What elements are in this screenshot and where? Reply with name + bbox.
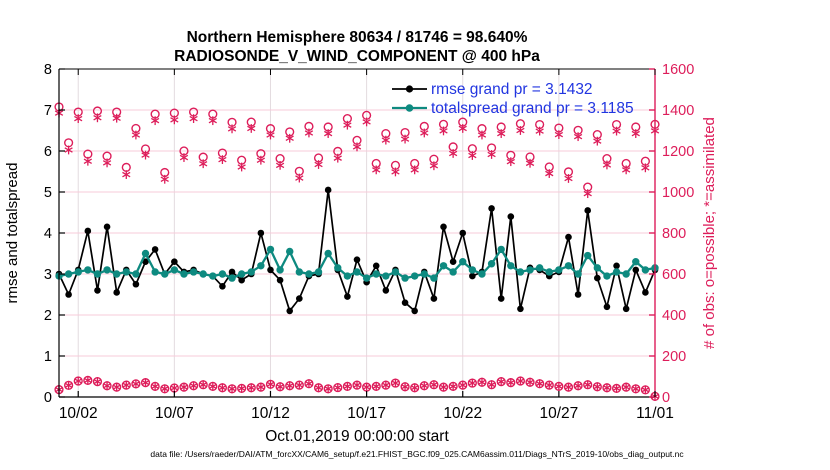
totalspread-marker [315, 268, 322, 275]
totalspread-marker [190, 268, 197, 275]
rmse-line [59, 190, 655, 311]
totalspread-marker [94, 270, 101, 277]
tick-label-date: 11/01 [636, 405, 674, 422]
legend-marker-totalspread [406, 104, 414, 112]
rmse-marker [133, 281, 140, 288]
totalspread-marker [411, 272, 418, 279]
totalspread-marker [267, 246, 274, 253]
totalspread-marker [65, 270, 72, 277]
rmse-marker [85, 228, 92, 235]
totalspread-marker [622, 270, 629, 277]
rmse-marker [296, 295, 303, 302]
tick-label-left: 5 [43, 185, 52, 201]
totalspread-marker [603, 272, 610, 279]
rmse-marker [623, 306, 630, 313]
rmse-marker [344, 293, 351, 300]
rmse-marker [604, 304, 611, 311]
rmse-marker [517, 306, 524, 313]
rmse-marker [104, 224, 111, 231]
totalspread-marker [632, 258, 639, 265]
tick-label-left: 8 [43, 62, 52, 78]
rmse-marker [402, 299, 409, 306]
rmse-marker [171, 258, 178, 265]
totalspread-marker [199, 270, 206, 277]
tick-label-date: 10/27 [539, 405, 579, 422]
tick-label-date: 10/22 [443, 405, 483, 422]
rmse-marker [267, 267, 274, 274]
totalspread-marker [594, 264, 601, 271]
totalspread-marker [401, 274, 408, 281]
totalspread-marker [248, 268, 255, 275]
rmse-marker [286, 308, 293, 315]
rmse-marker [498, 295, 505, 302]
totalspread-marker [497, 246, 504, 253]
rmse-marker [277, 277, 284, 284]
tick-label-right: 1600 [662, 62, 695, 78]
totalspread-marker [517, 268, 524, 275]
tick-label-left: 4 [43, 226, 52, 242]
assimilated-asterisk-marker [122, 170, 130, 179]
totalspread-marker [363, 274, 370, 281]
rmse-marker [373, 263, 380, 270]
totalspread-marker [161, 270, 168, 277]
rmse-marker [632, 267, 639, 274]
rmse-marker [613, 263, 620, 270]
tick-label-right: 1000 [662, 185, 695, 201]
rmse-marker [431, 295, 438, 302]
rmse-marker [459, 230, 466, 237]
rmse-marker [152, 246, 159, 253]
rmse-marker [65, 291, 72, 298]
totalspread-marker [132, 270, 139, 277]
rmse-marker [325, 187, 332, 194]
legend-swatch-totalspread [392, 104, 427, 112]
totalspread-marker [276, 266, 283, 273]
totalspread-marker [488, 260, 495, 267]
totalspread-marker [382, 272, 389, 279]
totalspread-marker [613, 268, 620, 275]
legend-marker-rmse [406, 85, 413, 92]
totalspread-marker [344, 272, 351, 279]
totalspread-marker [257, 262, 264, 269]
totalspread-marker [478, 270, 485, 277]
totalspread-marker [353, 268, 360, 275]
tick-label-left: 7 [43, 103, 52, 119]
totalspread-marker [565, 262, 572, 269]
totalspread-marker [142, 250, 149, 257]
tick-label-right: 1400 [662, 103, 695, 119]
tick-label-date: 10/02 [58, 405, 98, 422]
possible-circle-marker [122, 164, 130, 172]
totalspread-marker [507, 262, 514, 269]
tick-label-right: 800 [662, 226, 687, 242]
rmse-marker [508, 213, 515, 220]
tick-label-date: 10/12 [251, 405, 290, 422]
totalspread-marker [305, 270, 312, 277]
tick-label-left: 0 [43, 390, 52, 406]
totalspread-marker [113, 270, 120, 277]
tick-label-left: 1 [43, 349, 52, 365]
rmse-marker [219, 283, 226, 290]
legend [392, 81, 634, 117]
totalspread-marker [440, 262, 447, 269]
rmse-marker [450, 258, 457, 265]
grid-layer [59, 69, 655, 397]
rmse-marker [440, 224, 447, 231]
rmse-marker [258, 230, 265, 237]
rmse-marker [238, 277, 245, 284]
legend-swatch-rmse [392, 85, 427, 92]
tick-label-date: 10/17 [347, 405, 387, 422]
totalspread-marker [238, 270, 245, 277]
tick-label-left: 2 [43, 308, 52, 324]
totalspread-marker [296, 268, 303, 275]
rmse-marker [411, 308, 418, 315]
y-axis-label-right: # of obs: o=possible; *=assimilated [701, 117, 718, 349]
totalspread-marker [209, 272, 216, 279]
rmse-marker [383, 287, 390, 294]
chart-title: Northern Hemisphere 80634 / 81746 = 98.640% [186, 29, 528, 46]
rmse-marker [584, 207, 591, 214]
totalspread-marker [555, 266, 562, 273]
tick-label-right: 1200 [662, 144, 695, 160]
totalspread-marker [584, 252, 591, 259]
tick-label-right: 0 [662, 390, 671, 406]
totalspread-marker [324, 250, 331, 257]
totalspread-marker [286, 248, 293, 255]
tick-label-left: 3 [43, 267, 52, 283]
tick-label-left: 6 [43, 144, 52, 160]
totalspread-marker [526, 266, 533, 273]
assimilated-asterisk-marker [65, 146, 73, 155]
y-axis-label-left: rmse and totalspread [4, 162, 21, 304]
totalspread-marker [151, 268, 158, 275]
totalspread-marker [180, 270, 187, 277]
totalspread-marker [449, 268, 456, 275]
totalspread-marker [421, 270, 428, 277]
totalspread-marker [103, 266, 110, 273]
rmse-marker [594, 275, 601, 282]
totalspread-marker [219, 270, 226, 277]
possible-circle-marker [65, 139, 73, 147]
totalspread-marker [373, 270, 380, 277]
totalspread-marker [334, 264, 341, 271]
totalspread-marker [392, 268, 399, 275]
rmse-marker [94, 287, 101, 294]
totalspread-marker [469, 266, 476, 273]
totalspread-marker [75, 268, 82, 275]
tick-label-right: 600 [662, 267, 687, 283]
tick-label-date: 10/07 [154, 405, 194, 422]
totalspread-marker [84, 266, 91, 273]
rmse-marker [469, 273, 476, 280]
legend-label-totalspread: totalspread grand pr = 3.1185 [431, 100, 634, 117]
totalspread-marker [642, 266, 649, 273]
rmse-marker [229, 269, 236, 276]
totalspread-marker [536, 264, 543, 271]
data-file-footer: data file: /Users/raeder/DAI/ATM_forcXX/CAM6_setup/f.e21.FHIST_BGC.f09_025.CAM6assim.011/Diags_NTrS_2019-10/obs_diag_output.nc [150, 449, 684, 459]
assimilated-asterisk-marker [84, 157, 92, 166]
rmse-marker [113, 289, 120, 296]
totalspread-marker [459, 258, 466, 265]
legend-label-rmse: rmse grand pr = 3.1432 [431, 81, 593, 98]
rmse-marker [488, 205, 495, 212]
tick-label-right: 400 [662, 308, 687, 324]
totalspread-marker [171, 266, 178, 273]
rmse-marker [642, 289, 649, 296]
rmse-marker [565, 234, 572, 241]
x-axis-label: Oct.01,2019 00:00:00 start [265, 428, 449, 445]
rmse-marker [354, 256, 361, 263]
totalspread-marker [123, 268, 130, 275]
tick-label-right: 200 [662, 349, 687, 365]
chart-subtitle: RADIOSONDE_V_WIND_COMPONENT @ 400 hPa [174, 48, 540, 65]
totalspread-marker [574, 270, 581, 277]
totalspread-marker [228, 274, 235, 281]
totalspread-marker [546, 268, 553, 275]
totalspread-marker [430, 274, 437, 281]
rmse-marker [575, 291, 582, 298]
